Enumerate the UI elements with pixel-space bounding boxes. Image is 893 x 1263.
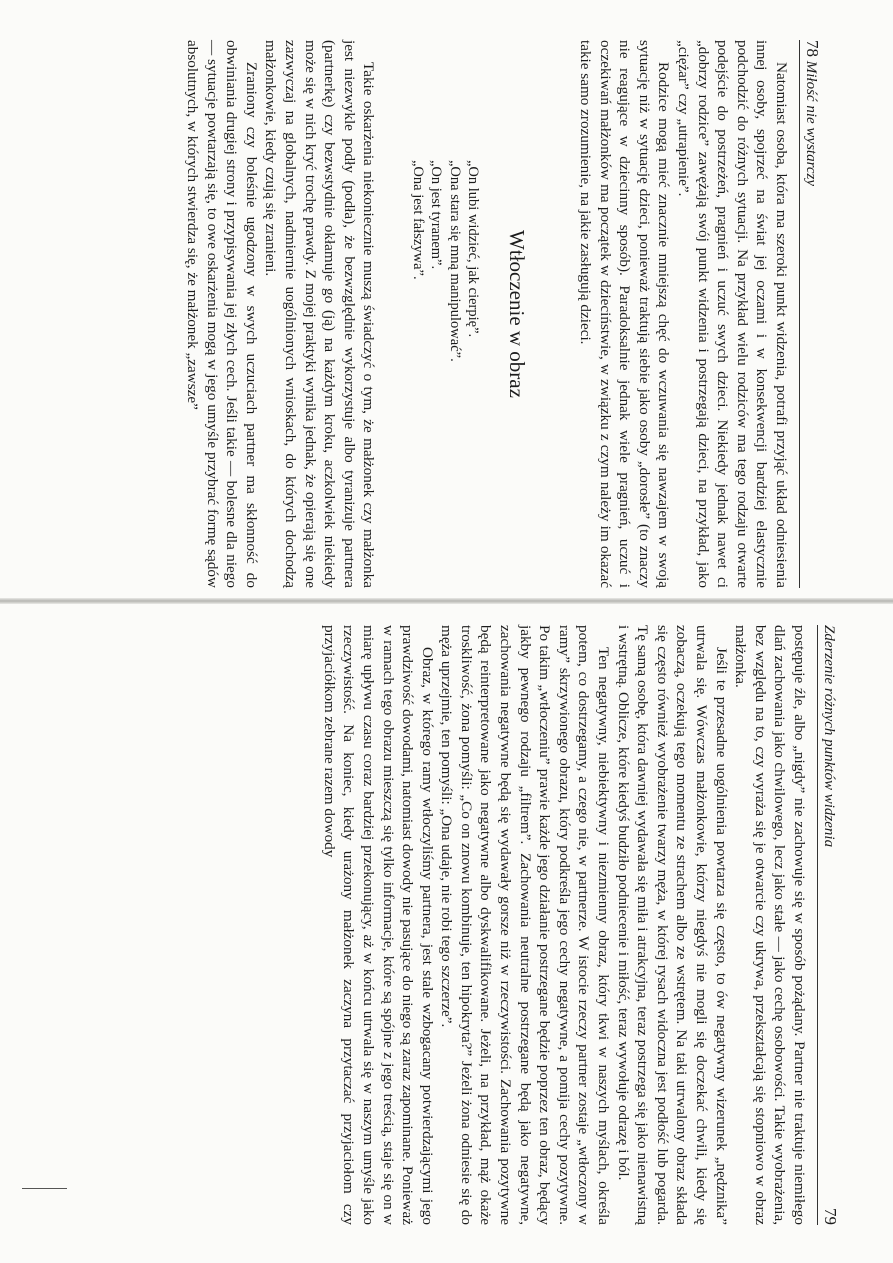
quote-line: „On lubi widzieć, jak cierpię”.	[465, 160, 482, 338]
page-79	[70, 625, 840, 1225]
section-heading: Wtłoczenie w obraz	[505, 230, 530, 398]
paragraph: Natomiast osoba, która ma szeroki punkt widzenia, potrafi przyjąć układ odniesienia innej osoby, spojrzeć na świat jej oczami i w konsekwencji bardziej elastycznie podchodzić do różnych sytuacji. Na przykład wielu rodziców ma tego rodzaju otwarte podejście do postrzeżeń, pragnień i uczuć swych dzieci. Niekiedy jednak nawet ci „dobrzy rodzice” zawężają swój punkt widzenia i postrzegają dzieci, na przykład, jako „ciężar” czy „utrapienie”.	[675, 40, 790, 588]
page-number-79: 79	[821, 1208, 840, 1225]
body-text-78	[575, 40, 791, 588]
paragraph: Ten negatywny, niebiektywny i niezmienny obraz, który tkwi w naszych myślach, określa potem, co dostrzegamy, a czego nie, w partnerze. W istocie rzeczy partner zostaje „wtłoczony w ramy” skrzywionego obrazu, który podkreśla jego cechy negatywne, a pomija cechy pozytywne. Po takim „wtłoczeniu” prawie każde jego działanie postrzegane będzie poprzez ten obraz, będący jakby pewnego rodzaju „filtrem”. Zachowania neutralne postrzegane będą jako negatywne, zachowania negatywne będą się wydawały gorsze niż w rzeczywistości. Zachowania pozytywne będą reinterpretowane jako negatywne albo dyskwalifikowane. Jeżeli, na przykład, mąż okaże troskliwość, żona pomyśli: „Co on znowu kombinuje, ten hipokryta?” Jeżeli żona odniesie się do męża uprzejmie, ten pomyśli: „Ona udaje, nie robi tego szczerze”.	[438, 625, 613, 1225]
body-text-78-continued	[183, 40, 379, 588]
paragraph: Jeśli te przesadne uogólnienia powtarza się często, to ów negatywny wizerunek „nędznika” utrwala się. Wówczas małżonkowie, którzy niegdyś nie mogli się doczekać chwili, kiedy się zobaczą, oczekują tego momentu ze strachem albo ze wstrętem. Na taki utrwalony obraz składa się często również wyobrażenie twarzy męża, w której rysach widoczna jest podłość lub pogarda. Tę samą osobę, która dawniej wydawała się miła i atrakcyjna, teraz postrzega się jako nienawistną i wstrętną. Oblicze, które kiedyś budziło podniecenie i miłość, teraz wywołuje odrazę i ból.	[614, 625, 730, 1225]
scan-mark	[22, 1188, 67, 1189]
running-title-78: Miłość nie wystarczy	[803, 60, 819, 187]
quote-line: „On jest tyranem”.	[428, 160, 445, 270]
page-78	[50, 40, 822, 588]
quote-line: „Ona jest fałszywa”.	[409, 160, 426, 280]
paragraph: Zraniony czy boleśnie ugodzony w swych uczuciach partner ma skłonność do obwiniania drugiej strony i przypisywania jej złych cech. Jeśli takie — bolesne dla niego — sytuacje powtarzają się, to owe oskarżenia mogą w jego umyśle przybrać formę sądów absolutnych, w których stwierdza się, że małżonek „zawsze”	[184, 40, 260, 588]
paragraph: postępuje źle, albo „nigdy” nie zachowuje się w sposób pożądany. Partner nie traktuje niemiłego dlań zachowania jako chwilowego, lecz jako stałe — jako cechę osobowości. Takie wyobrażenia, bez względu na to, czy wyraża się je otwarcie czy ukrywa, przekształcają się stopniowo w obraz małżonka.	[732, 625, 808, 1225]
book-gutter	[0, 598, 893, 604]
body-text-79	[319, 625, 809, 1225]
paragraph: Takie oskarżenia niekoniecznie muszą świadczyć o tym, że małżonek czy małżonka jest niezwykle podły (podła), że bezwzględnie wykorzystuje albo tyranizuje partnera (partnerkę) czy bezwstydnie okłamuje go (ją) na każdym kroku, aczkolwiek niekiedy może się w nich kryć trochę prawdy. Z mojej praktyki wynika jednak, że opierają się one zazwyczaj na globalnych, nadmiernie uogólnionych wnioskach, do których dochodzą małżonkowie, kiedy czują się zranieni.	[262, 40, 378, 588]
running-head-78	[799, 40, 822, 588]
running-title-79: Zderzenie różnych punktów widzenia	[821, 625, 837, 848]
page-number-78: 78 Miłość nie wystarczy	[803, 40, 822, 187]
paragraph: Rodzice mogą mieć znacznie mniejszą chęć do wczuwania się nawzajem w swoją sytuację niż w sytuację dzieci, ponieważ traktują siebie jako osoby „dorosłe” (to znaczy nie reagujące w dziecinny sposób). Paradoksalnie jednak wiele pragnień, uczuć i oczekiwań małżonków ma początek w dzieciństwie, w związku z czym należy im okazać takie samo zrozumienie, na jakie zasługują dzieci.	[577, 40, 673, 588]
running-head-79	[817, 625, 840, 1225]
quote-line: „Ona stara się mną manipulować”.	[446, 160, 463, 362]
quote-block	[408, 160, 482, 588]
paragraph: Obraz, w którego ramy wtłoczyliśmy partnera, jest stale wzbogacany potwierdzającymi jego prawdziwość dowodami, natomiast dowody nie pasujące do niego są zaraz zapominane. Ponieważ w ramach tego obrazu mieszczą się tylko informacje, które są spójne z jego treścią, staje się on w miarę upływu czasu coraz bardziej przekonujący, aż w końcu utrwala się w naszym umyśle jako rzeczywistość. Na koniec, kiedy urażony małżonek zaczyna przytaczać przyjaciołom czy przyjaciółkom zebrane razem dowody	[320, 625, 436, 1225]
